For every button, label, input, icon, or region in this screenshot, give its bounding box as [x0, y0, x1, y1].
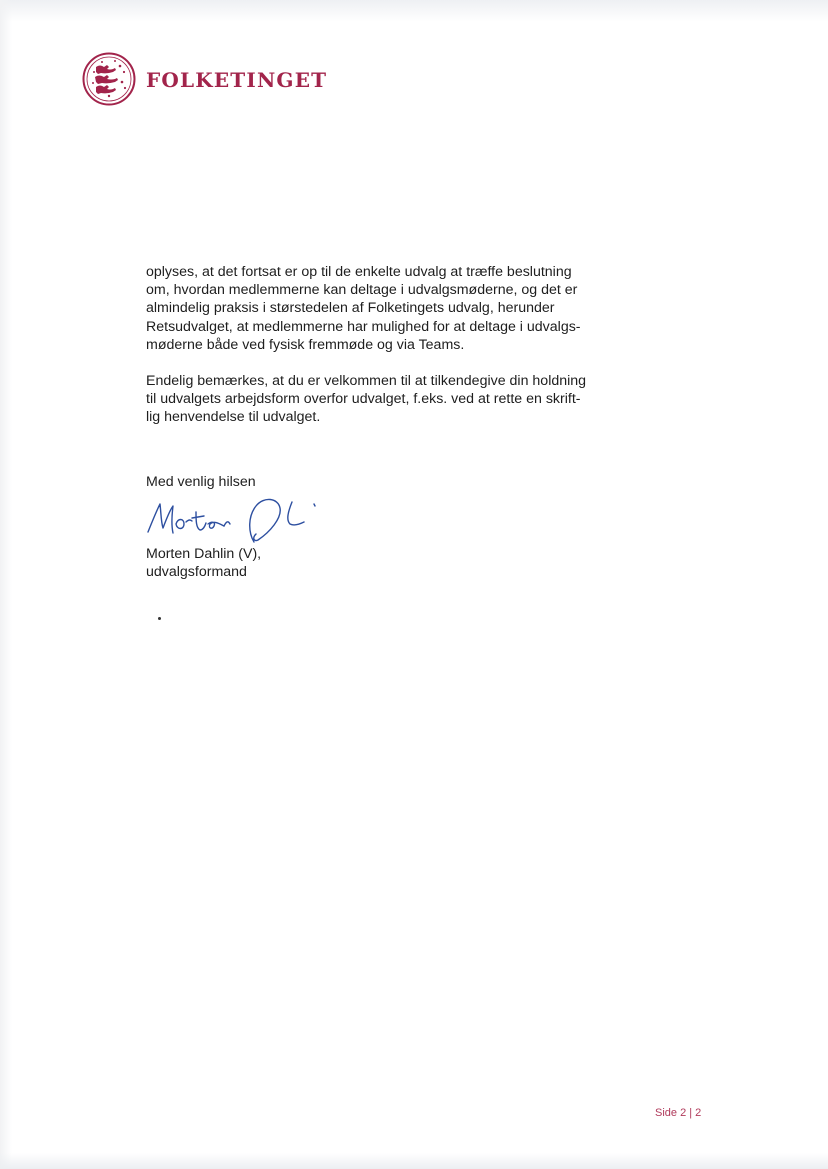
scan-shadow-left [0, 0, 12, 1169]
text-line: møderne både ved fysisk fremmøde og via Teams. [146, 336, 465, 353]
text-line: lig henvendelse til udvalget. [146, 409, 321, 426]
text-line: almindelig praksis i størstedelen af Folketingets udvalg, herunder [146, 300, 555, 317]
folketinget-seal-icon [82, 52, 136, 106]
brand-name: FOLKETINGET [146, 68, 328, 92]
letter-body [146, 263, 636, 445]
scan-shadow-bottom [0, 1153, 828, 1169]
closing-greeting: Med venlig hilsen [146, 474, 256, 490]
handwritten-signature [140, 488, 340, 550]
text-line: Retsudvalget, at medlemmerne har mulighed for at deltage i udvalgs- [146, 318, 581, 335]
text-line: Endelig bemærkes, at du er velkommen til at tilkendegive din holdning [146, 373, 587, 390]
text-line: om, hvordan medlemmerne kan deltage i udvalgsmøderne, og det er [146, 282, 578, 299]
text-line: til udvalgets arbejdsform overfor udvalget, f.eks. ved at rette en skrift- [146, 391, 581, 408]
scan-shadow-top [0, 0, 828, 22]
paragraph-1 [146, 263, 636, 354]
page-number: Side 2 | 2 [655, 1107, 702, 1119]
text-line: oplyses, at det fortsat er op til de enkelte udvalg at træffe beslutning [146, 264, 572, 280]
paragraph-2 [146, 372, 636, 427]
signer-name: Morten Dahlin (V), [146, 546, 262, 562]
signer-block [146, 545, 261, 581]
signer-title: udvalgsformand [146, 564, 247, 580]
letterhead [82, 52, 327, 106]
scan-speck [158, 617, 161, 620]
